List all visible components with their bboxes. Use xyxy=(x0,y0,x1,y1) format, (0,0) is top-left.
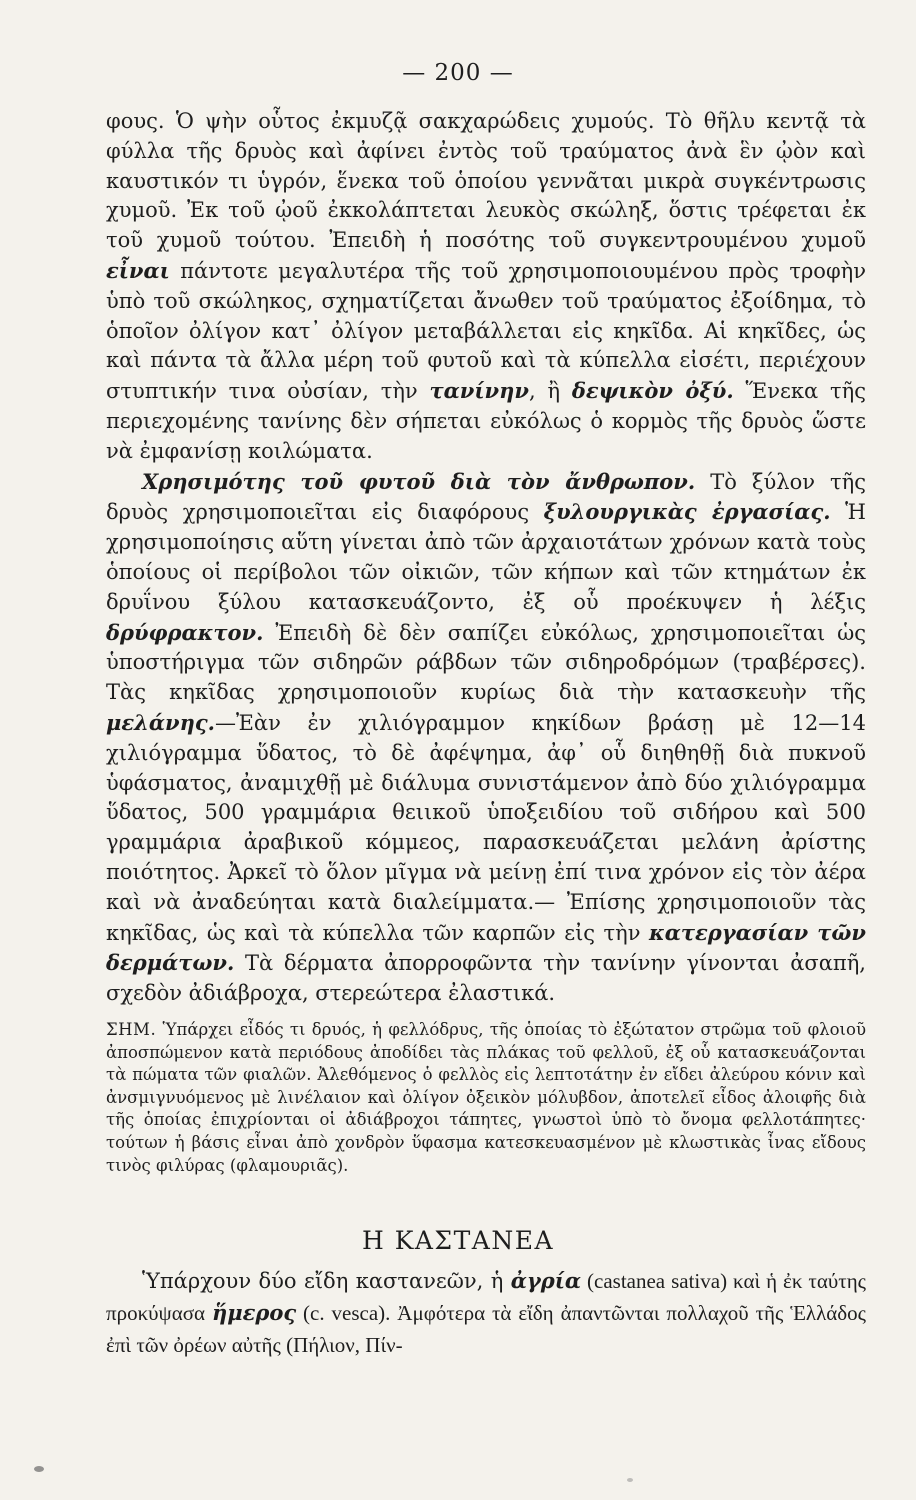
emphasis-run: ἀγρία xyxy=(510,1268,582,1293)
note-label: ΣΗΜ. xyxy=(106,1020,157,1039)
text-run: φους. Ὁ ψὴν οὗτος ἐκμυζᾷ σακχαρώδεις χυμούς. Τὸ θῆλυ κεντᾷ τὰ φύλλα τῆς δρυὸς καὶ ἀφίνει ἐντὸς τοῦ τραύματος ἀνὰ ἓν ᾠὸν καὶ καυστικόν τι ὑγρόν, ἕνεκα τοῦ ὁποίου γεννᾶται μικρὰ συγκέντρωσις χυμοῦ. Ἐκ τοῦ ᾠοῦ ἐκκολάπτεται λευκὸς σκώληξ, ὅστις τρέφεται ἐκ τοῦ χυμοῦ τούτου. Ἐπειδὴ ἡ ποσότης τοῦ συγκεντρουμένου χυμοῦ xyxy=(106,109,866,253)
section-title: Η ΚΑΣΤΑΝΕΑ xyxy=(361,1226,555,1255)
footnote xyxy=(106,1019,866,1177)
emphasis-run: μελάνης. xyxy=(106,709,215,735)
text-run: Ἡ χρησιμοποίησις αὕτη γίνεται ἀπὸ τῶν ἀρχαιοτάτων χρόνων κατὰ τοὺς ὁποίους οἱ περίβολοι τῶν οἰκιῶν, τῶν κήπων καὶ τῶν κτημάτων ἐκ δρυΐνου ξύλου κατασκευάζοντο, ἐξ οὗ προέκυψεν ἡ λέξις xyxy=(106,500,866,614)
emphasis-run: κατεργασίαν τῶν δερμάτων. xyxy=(106,919,866,976)
text-run: Τὸ ξύλον τῆς δρυὸς χρησιμοποιεῖται εἰς διαφόρους xyxy=(106,469,866,525)
text-run: Ὑπάρχουν δύο εἴδη καστανεῶν, ἡ xyxy=(142,1269,511,1293)
paragraph-gall-wasp xyxy=(106,107,866,467)
text-run: πάντοτε μεγαλυτέρα τῆς τοῦ χρησιμοποιουμένου πρὸς τροφὴν ὑπὸ τοῦ σκώληκος, σχηματίζεται ἄνωθεν τοῦ τραύματος ἐξοίδημα, τὸ ὁποῖον ὀλίγον κατ᾽ ὀλίγον μεταβάλλεται εἰς κηκῖδα. Αἱ κηκῖδες, ὡς καὶ πάντα τὰ ἄλλα μέρη τοῦ φυτοῦ καὶ τὰ κύπελλα εἰσέτι, περιέχουν στυπτικήν τινα οὐσίαν, τὴν xyxy=(106,258,866,404)
paragraph-chestnut xyxy=(106,1265,866,1361)
emphasis-run: τανίνην xyxy=(429,378,529,404)
emphasis-run: εἶναι xyxy=(106,257,170,283)
emphasis-run: ἥμερος xyxy=(211,1300,297,1325)
emphasis-run: δρύφρακτον. xyxy=(106,619,264,645)
text-run: (c. vesca). Ἀμφότερα τὰ εἴδη ἀπαντῶνται πολλαχοῦ τῆς Ἑλλάδος ἐπὶ τῶν ὀρέων αὐτῆς (Πήλιον, Πίν- xyxy=(106,1301,866,1357)
note-text: Ὑπάρχει εἶδός τι δρυός, ἡ φελλόδρυς, τῆς ὁποίας τὸ ἐξώτατον στρῶμα τοῦ φλοιοῦ ἀποσπώμενον κατὰ περιόδους ἀποδίδει τὰς πλάκας τοῦ φελλοῦ, ἐξ οὗ κατασκευάζονται τὰ πώματα τῶν φιαλῶν. Ἀλεθόμενος ὁ φελλὸς εἰς λεπτοτάτην ἐν εἴδει ἀλεύρου κόνιν καὶ ἀνσμιγνυόμενος μὲ λινέλαιον καὶ ὀλίγον ὀξεικὸν μόλυβδον, ἀποτελεῖ εἶδος ἀλοιφῆς διὰ τῆς ὁποίας ἐπιχρίονται οἱ ἀδιάβροχοι τάπητες, γνωστοὶ ὑπὸ τὸ ὄνομα φελλοτάπητες· τούτων ἡ βάσις εἶναι ἀπὸ χονδρὸν ὕφασμα κατεσκευασμένον μὲ κλωστικὰς ἶνας εἴδους τινὸς φιλύρας (φλαμουριᾶς). xyxy=(106,1020,866,1175)
scan-speck-mark xyxy=(627,1478,633,1482)
paragraph-uses xyxy=(106,467,866,1009)
text-run: (castanea sativa) καὶ ἡ ἐκ ταύτης προκύψασα xyxy=(106,1269,866,1325)
emphasis-run: ξυλουργικὰς ἐργασίας. xyxy=(543,499,831,525)
text-run: Ἐπειδὴ δὲ δὲν σαπίζει εὐκόλως, χρησιμοποιεῖται ὡς ὑποστήριγμα τῶν σιδηρῶν ράβδων τῶν σιδηροδρόμων (τραβέρσες). Τὰς κηκῖδας χρησιμοποιοῦν κυρίως διὰ τὴν κατασκευὴν τῆς xyxy=(106,620,866,705)
emphasis-run: δεψικὸν ὀξύ. xyxy=(571,378,734,404)
text-run: Τὰ δέρματα ἀπορροφῶντα τὴν τανίνην γίνονται ἀσαπῆ, σχεδὸν ἀδιάβροχα, στερεώτερα ἐλαστικά. xyxy=(106,951,866,1006)
text-run: —Ἐὰν ἐν χιλιόγραμμον κηκίδων βράσῃ μὲ 12—14 χιλιόγραμμα ὕδατος, τὸ δὲ ἀφέψημα, ἀφ᾽ οὗ διηθηθῇ διὰ πυκνοῦ ὑφάσματος, ἀναμιχθῇ μὲ διάλυμα συνιστάμενον ἀπὸ δύο χιλιόγραμμα ὕδατος, 500 γραμμάρια θειικοῦ ὑποξειδίου τοῦ σιδήρου καὶ 500 γραμμάρια ἀραβικοῦ κόμμεος, παρασκευάζεται μελάνη ἀρίστης ποιότητος. Ἀρκεῖ τὸ ὅλον μῖγμα νὰ μείνῃ ἐπί τινα χρόνον εἰς τὸν ἀέρα καὶ νὰ ἀναδεύηται κατὰ διαλείμματα.— Ἐπίσης χρησιμοποιοῦν τὰς κηκῖδας, ὡς καὶ τὰ κύπελλα τῶν καρπῶν εἰς τὴν xyxy=(106,710,866,945)
page-number: — 200 — xyxy=(402,60,514,86)
main-text-block xyxy=(106,107,866,1009)
text-run: , ἢ xyxy=(528,379,572,404)
subheading: Χρησιμότης τοῦ φυτοῦ διὰ τὸν ἄνθρωπον. xyxy=(142,468,696,494)
text-run: Ἕνεκα τῆς περιεχομένης τανίνης δὲν σήπεται εὐκόλως ὁ κορμὸς τῆς δρυὸς ὥστε νὰ ἐμφανίσῃ κοιλώματα. xyxy=(106,379,866,463)
scan-speck-mark xyxy=(34,1466,44,1472)
